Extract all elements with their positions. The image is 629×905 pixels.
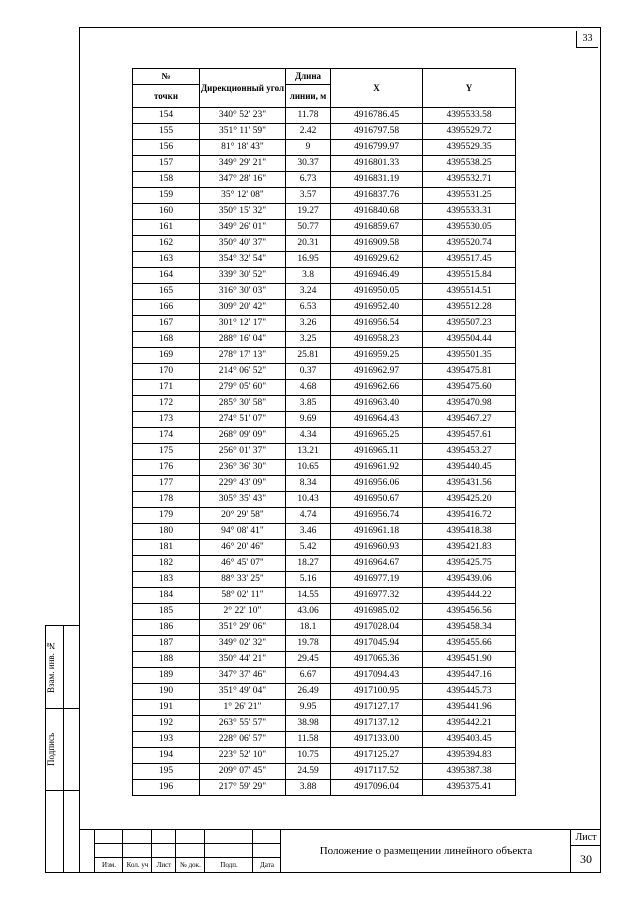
revision-cell — [94, 843, 123, 858]
coord-y-cell: 4395394.83 — [423, 748, 516, 764]
point-num-cell: 173 — [133, 412, 200, 428]
coord-y-cell: 4395387.38 — [423, 764, 516, 780]
table-row — [133, 364, 516, 380]
table-row — [133, 300, 516, 316]
direction-angle-cell: 229° 43' 09" — [200, 476, 286, 492]
line-length-cell: 6.53 — [286, 300, 331, 316]
coord-y-cell: 4395455.66 — [423, 636, 516, 652]
revision-column-header: Дата — [252, 857, 281, 873]
table-row — [133, 476, 516, 492]
direction-angle-cell: 316° 30' 03" — [200, 284, 286, 300]
point-num-cell: 159 — [133, 188, 200, 204]
point-num-cell: 185 — [133, 604, 200, 620]
table-row — [133, 604, 516, 620]
header-angle: Дирекционный угол — [200, 69, 286, 108]
coord-x-cell: 4916786.45 — [331, 108, 423, 124]
point-num-cell: 177 — [133, 476, 200, 492]
line-length-cell: 3.85 — [286, 396, 331, 412]
table-row — [133, 380, 516, 396]
point-num-cell: 171 — [133, 380, 200, 396]
table-row — [133, 428, 516, 444]
line-length-cell: 2.42 — [286, 124, 331, 140]
direction-angle-cell: 263° 55' 57" — [200, 716, 286, 732]
direction-angle-cell: 288° 16' 04" — [200, 332, 286, 348]
point-num-cell: 187 — [133, 636, 200, 652]
line-length-cell: 3.25 — [286, 332, 331, 348]
point-num-cell: 176 — [133, 460, 200, 476]
direction-angle-cell: 2° 22' 10" — [200, 604, 286, 620]
coord-x-cell: 4916837.76 — [331, 188, 423, 204]
line-length-cell: 18.1 — [286, 620, 331, 636]
table-row — [133, 220, 516, 236]
direction-angle-cell: 347° 37' 46" — [200, 668, 286, 684]
table-row — [133, 268, 516, 284]
coord-x-cell: 4916958.23 — [331, 332, 423, 348]
table-row — [133, 236, 516, 252]
direction-angle-cell: 309° 20' 42" — [200, 300, 286, 316]
table-row — [133, 700, 516, 716]
line-length-cell: 19.27 — [286, 204, 331, 220]
coord-x-cell: 4916964.43 — [331, 412, 423, 428]
revision-column-header: № док. — [175, 857, 205, 873]
coord-x-cell: 4917100.95 — [331, 684, 423, 700]
point-num-cell: 190 — [133, 684, 200, 700]
line-length-cell: 26.49 — [286, 684, 331, 700]
coord-x-cell: 4916964.67 — [331, 556, 423, 572]
direction-angle-cell: 350° 15' 32" — [200, 204, 286, 220]
point-num-cell: 166 — [133, 300, 200, 316]
direction-angle-cell: 349° 29' 21" — [200, 156, 286, 172]
coord-y-cell: 4395444.22 — [423, 588, 516, 604]
document-title: Положение о размещении линейного объекта — [280, 829, 571, 873]
coord-y-cell: 4395475.60 — [423, 380, 516, 396]
coord-x-cell: 4917065.36 — [331, 652, 423, 668]
direction-angle-cell: 209° 07' 45" — [200, 764, 286, 780]
table-row — [133, 412, 516, 428]
coord-x-cell: 4916909.58 — [331, 236, 423, 252]
direction-angle-cell: 46° 45' 07" — [200, 556, 286, 572]
coord-x-cell: 4916961.18 — [331, 524, 423, 540]
table-row — [133, 140, 516, 156]
table-row — [133, 508, 516, 524]
line-length-cell: 4.34 — [286, 428, 331, 444]
table-row — [133, 636, 516, 652]
revision-cell — [252, 843, 281, 858]
table-row — [133, 588, 516, 604]
line-length-cell: 8.34 — [286, 476, 331, 492]
point-num-cell: 169 — [133, 348, 200, 364]
direction-angle-cell: 340° 52' 23" — [200, 108, 286, 124]
coord-x-cell: 4916960.93 — [331, 540, 423, 556]
coord-x-cell: 4916859.67 — [331, 220, 423, 236]
revision-column-header: Лист — [151, 857, 176, 873]
coord-x-cell: 4916985.02 — [331, 604, 423, 620]
coord-y-cell: 4395457.61 — [423, 428, 516, 444]
coord-x-cell: 4917133.00 — [331, 732, 423, 748]
direction-angle-cell: 94° 08' 41" — [200, 524, 286, 540]
point-num-cell: 154 — [133, 108, 200, 124]
line-length-cell: 14.55 — [286, 588, 331, 604]
header-num-top: № — [133, 69, 200, 85]
table-row — [133, 684, 516, 700]
coord-x-cell: 4916831.19 — [331, 172, 423, 188]
table-row — [133, 156, 516, 172]
coord-x-cell: 4916959.25 — [331, 348, 423, 364]
revision-cell — [151, 843, 176, 858]
coord-y-cell: 4395453.27 — [423, 444, 516, 460]
point-num-cell: 157 — [133, 156, 200, 172]
direction-angle-cell: 46° 20' 46" — [200, 540, 286, 556]
coord-y-cell: 4395532.71 — [423, 172, 516, 188]
point-num-cell: 158 — [133, 172, 200, 188]
coord-x-cell: 4917127.17 — [331, 700, 423, 716]
coord-x-cell: 4916977.19 — [331, 572, 423, 588]
coord-x-cell: 4916952.40 — [331, 300, 423, 316]
direction-angle-cell: 349° 26' 01" — [200, 220, 286, 236]
revision-cell — [175, 843, 205, 858]
direction-angle-cell: 350° 44' 21" — [200, 652, 286, 668]
point-num-cell: 161 — [133, 220, 200, 236]
revision-cell — [204, 829, 253, 844]
point-num-cell: 163 — [133, 252, 200, 268]
point-num-cell: 164 — [133, 268, 200, 284]
table-row — [133, 748, 516, 764]
coord-x-cell: 4916963.40 — [331, 396, 423, 412]
table-row — [133, 668, 516, 684]
direction-angle-cell: 88° 33' 25" — [200, 572, 286, 588]
page-number-top: 33 — [576, 31, 598, 48]
coord-x-cell: 4916965.11 — [331, 444, 423, 460]
coord-y-cell: 4395425.20 — [423, 492, 516, 508]
coord-x-cell: 4916840.68 — [331, 204, 423, 220]
line-length-cell: 50.77 — [286, 220, 331, 236]
coord-y-cell: 4395418.38 — [423, 524, 516, 540]
table-row — [133, 316, 516, 332]
coord-y-cell: 4395501.35 — [423, 348, 516, 364]
line-length-cell: 43.06 — [286, 604, 331, 620]
coord-y-cell: 4395375.41 — [423, 780, 516, 796]
coord-y-cell: 4395421.83 — [423, 540, 516, 556]
header-y: Y — [423, 69, 516, 108]
direction-angle-cell: 256° 01' 37" — [200, 444, 286, 460]
point-num-cell: 179 — [133, 508, 200, 524]
coord-x-cell: 4917137.12 — [331, 716, 423, 732]
coord-x-cell: 4917125.27 — [331, 748, 423, 764]
line-length-cell: 5.42 — [286, 540, 331, 556]
coord-y-cell: 4395514.51 — [423, 284, 516, 300]
direction-angle-cell: 214° 06' 52" — [200, 364, 286, 380]
coord-x-cell: 4916946.49 — [331, 268, 423, 284]
point-num-cell: 182 — [133, 556, 200, 572]
direction-angle-cell: 278° 17' 13" — [200, 348, 286, 364]
coord-x-cell: 4916950.05 — [331, 284, 423, 300]
point-num-cell: 174 — [133, 428, 200, 444]
coord-x-cell: 4916961.92 — [331, 460, 423, 476]
header-length-top: Длина — [286, 69, 331, 85]
coord-x-cell: 4916962.66 — [331, 380, 423, 396]
point-num-cell: 183 — [133, 572, 200, 588]
line-length-cell: 0.37 — [286, 364, 331, 380]
coord-y-cell: 4395425.75 — [423, 556, 516, 572]
coord-x-cell: 4916950.67 — [331, 492, 423, 508]
direction-angle-cell: 351° 49' 04" — [200, 684, 286, 700]
table-row — [133, 524, 516, 540]
line-length-cell: 9 — [286, 140, 331, 156]
direction-angle-cell: 349° 02' 32" — [200, 636, 286, 652]
podpis-label: Подпись — [46, 732, 56, 766]
line-length-cell: 4.68 — [286, 380, 331, 396]
point-num-cell: 180 — [133, 524, 200, 540]
coord-y-cell: 4395442.21 — [423, 716, 516, 732]
point-num-cell: 170 — [133, 364, 200, 380]
table-row — [133, 620, 516, 636]
side-stamp-row-divider — [46, 790, 80, 791]
table-row — [133, 780, 516, 796]
coord-x-cell: 4916962.97 — [331, 364, 423, 380]
table-row — [133, 572, 516, 588]
revision-cell — [94, 829, 123, 844]
table-body — [133, 108, 516, 796]
coord-y-cell: 4395440.45 — [423, 460, 516, 476]
point-num-cell: 172 — [133, 396, 200, 412]
coord-y-cell: 4395531.25 — [423, 188, 516, 204]
line-length-cell: 30.37 — [286, 156, 331, 172]
direction-angle-cell: 268° 09' 09" — [200, 428, 286, 444]
coord-y-cell: 4395475.81 — [423, 364, 516, 380]
revision-cell — [122, 843, 152, 858]
coord-y-cell: 4395504.44 — [423, 332, 516, 348]
line-length-cell: 6.73 — [286, 172, 331, 188]
line-length-cell: 10.43 — [286, 492, 331, 508]
sheet-label: Лист — [570, 829, 601, 846]
line-length-cell: 38.98 — [286, 716, 331, 732]
line-length-cell: 10.75 — [286, 748, 331, 764]
vzam-label: Взам. инв. № — [46, 640, 56, 694]
point-num-cell: 168 — [133, 332, 200, 348]
direction-angle-cell: 350° 40' 37" — [200, 236, 286, 252]
coord-x-cell: 4917028.04 — [331, 620, 423, 636]
point-num-cell: 195 — [133, 764, 200, 780]
coord-x-cell: 4917045.94 — [331, 636, 423, 652]
coord-x-cell: 4916977.32 — [331, 588, 423, 604]
line-length-cell: 9.69 — [286, 412, 331, 428]
line-length-cell: 18.27 — [286, 556, 331, 572]
line-length-cell: 10.65 — [286, 460, 331, 476]
coord-y-cell: 4395431.56 — [423, 476, 516, 492]
line-length-cell: 16.95 — [286, 252, 331, 268]
direction-angle-cell: 301° 12' 17" — [200, 316, 286, 332]
direction-angle-cell: 351° 29' 06" — [200, 620, 286, 636]
coord-y-cell: 4395439.06 — [423, 572, 516, 588]
coord-x-cell: 4916801.33 — [331, 156, 423, 172]
point-num-cell: 181 — [133, 540, 200, 556]
revision-column-header: Изм. — [94, 857, 123, 873]
table-row — [133, 556, 516, 572]
revision-column-header: Кол. уч — [122, 857, 152, 873]
line-length-cell: 19.78 — [286, 636, 331, 652]
revision-cell — [175, 829, 205, 844]
direction-angle-cell: 274° 51' 07" — [200, 412, 286, 428]
direction-angle-cell: 228° 06' 57" — [200, 732, 286, 748]
coord-y-cell: 4395529.35 — [423, 140, 516, 156]
coordinates-table — [132, 68, 516, 796]
coord-y-cell: 4395530.05 — [423, 220, 516, 236]
coord-y-cell: 4395470.98 — [423, 396, 516, 412]
direction-angle-cell: 279° 05' 60" — [200, 380, 286, 396]
line-length-cell: 11.58 — [286, 732, 331, 748]
line-length-cell: 6.67 — [286, 668, 331, 684]
table-row — [133, 396, 516, 412]
line-length-cell: 29.45 — [286, 652, 331, 668]
table-row — [133, 540, 516, 556]
direction-angle-cell: 20° 29' 58" — [200, 508, 286, 524]
direction-angle-cell: 347° 28' 16" — [200, 172, 286, 188]
table-row — [133, 108, 516, 124]
coord-y-cell: 4395533.58 — [423, 108, 516, 124]
coord-y-cell: 4395515.84 — [423, 268, 516, 284]
point-num-cell: 193 — [133, 732, 200, 748]
revision-cell — [151, 829, 176, 844]
direction-angle-cell: 58° 02' 11" — [200, 588, 286, 604]
direction-angle-cell: 223° 52' 10" — [200, 748, 286, 764]
coord-y-cell: 4395447.16 — [423, 668, 516, 684]
direction-angle-cell: 81° 18' 43" — [200, 140, 286, 156]
point-num-cell: 194 — [133, 748, 200, 764]
point-num-cell: 156 — [133, 140, 200, 156]
line-length-cell: 3.46 — [286, 524, 331, 540]
line-length-cell: 20.31 — [286, 236, 331, 252]
header-length-bottom: линии, м — [286, 85, 331, 108]
direction-angle-cell: 305° 35' 43" — [200, 492, 286, 508]
table-row — [133, 204, 516, 220]
line-length-cell: 9.95 — [286, 700, 331, 716]
coord-x-cell: 4916956.06 — [331, 476, 423, 492]
point-num-cell: 155 — [133, 124, 200, 140]
title-block — [79, 829, 600, 872]
coord-y-cell: 4395445.73 — [423, 684, 516, 700]
coord-x-cell: 4916956.74 — [331, 508, 423, 524]
point-num-cell: 191 — [133, 700, 200, 716]
direction-angle-cell: 285° 30' 58" — [200, 396, 286, 412]
coord-x-cell: 4917096.04 — [331, 780, 423, 796]
coord-y-cell: 4395520.74 — [423, 236, 516, 252]
side-stamp-divider — [63, 626, 64, 872]
line-length-cell: 3.24 — [286, 284, 331, 300]
table-row — [133, 332, 516, 348]
table-row — [133, 348, 516, 364]
line-length-cell: 5.16 — [286, 572, 331, 588]
point-num-cell: 175 — [133, 444, 200, 460]
coord-y-cell: 4395512.28 — [423, 300, 516, 316]
line-length-cell: 3.88 — [286, 780, 331, 796]
coord-x-cell: 4916799.97 — [331, 140, 423, 156]
revision-cell — [204, 843, 253, 858]
line-length-cell: 24.59 — [286, 764, 331, 780]
line-length-cell: 11.78 — [286, 108, 331, 124]
coord-y-cell: 4395538.25 — [423, 156, 516, 172]
table-row — [133, 284, 516, 300]
point-num-cell: 196 — [133, 780, 200, 796]
line-length-cell: 3.57 — [286, 188, 331, 204]
coord-y-cell: 4395456.56 — [423, 604, 516, 620]
coord-y-cell: 4395403.45 — [423, 732, 516, 748]
table-row — [133, 444, 516, 460]
revision-grid-margin — [79, 829, 94, 873]
table-row — [133, 492, 516, 508]
side-stamp — [45, 625, 80, 873]
point-num-cell: 189 — [133, 668, 200, 684]
line-length-cell: 25.81 — [286, 348, 331, 364]
direction-angle-cell: 339° 30' 52" — [200, 268, 286, 284]
coord-y-cell: 4395451.90 — [423, 652, 516, 668]
point-num-cell: 160 — [133, 204, 200, 220]
header-x: X — [331, 69, 423, 108]
table-row — [133, 124, 516, 140]
table-row — [133, 732, 516, 748]
coord-y-cell: 4395416.72 — [423, 508, 516, 524]
line-length-cell: 3.8 — [286, 268, 331, 284]
point-num-cell: 178 — [133, 492, 200, 508]
line-length-cell: 13.21 — [286, 444, 331, 460]
point-num-cell: 162 — [133, 236, 200, 252]
sheet-number: 30 — [570, 845, 601, 873]
point-num-cell: 192 — [133, 716, 200, 732]
direction-angle-cell: 35° 12' 08" — [200, 188, 286, 204]
table-row — [133, 764, 516, 780]
coord-x-cell: 4916797.58 — [331, 124, 423, 140]
coord-y-cell: 4395467.27 — [423, 412, 516, 428]
table-row — [133, 172, 516, 188]
coord-x-cell: 4916956.54 — [331, 316, 423, 332]
table-row — [133, 652, 516, 668]
coord-x-cell: 4916929.62 — [331, 252, 423, 268]
point-num-cell: 184 — [133, 588, 200, 604]
direction-angle-cell: 1° 26' 21" — [200, 700, 286, 716]
table-row — [133, 188, 516, 204]
line-length-cell: 4.74 — [286, 508, 331, 524]
coord-x-cell: 4917094.43 — [331, 668, 423, 684]
point-num-cell: 167 — [133, 316, 200, 332]
direction-angle-cell: 351° 11' 59" — [200, 124, 286, 140]
line-length-cell: 3.26 — [286, 316, 331, 332]
coord-y-cell: 4395441.96 — [423, 700, 516, 716]
coord-y-cell: 4395533.31 — [423, 204, 516, 220]
table-row — [133, 716, 516, 732]
coord-y-cell: 4395458.34 — [423, 620, 516, 636]
table-row — [133, 252, 516, 268]
coord-y-cell: 4395507.23 — [423, 316, 516, 332]
revision-cell — [252, 829, 281, 844]
revision-cell — [122, 829, 152, 844]
header-num-bottom: точки — [133, 85, 200, 108]
coord-y-cell: 4395517.45 — [423, 252, 516, 268]
point-num-cell: 188 — [133, 652, 200, 668]
direction-angle-cell: 354° 32' 54" — [200, 252, 286, 268]
coord-y-cell: 4395529.72 — [423, 124, 516, 140]
direction-angle-cell: 236° 36' 30" — [200, 460, 286, 476]
coord-x-cell: 4916965.25 — [331, 428, 423, 444]
point-num-cell: 186 — [133, 620, 200, 636]
coord-x-cell: 4917117.52 — [331, 764, 423, 780]
table-row — [133, 460, 516, 476]
direction-angle-cell: 217° 59' 29" — [200, 780, 286, 796]
point-num-cell: 165 — [133, 284, 200, 300]
revision-column-header: Подп. — [204, 857, 253, 873]
